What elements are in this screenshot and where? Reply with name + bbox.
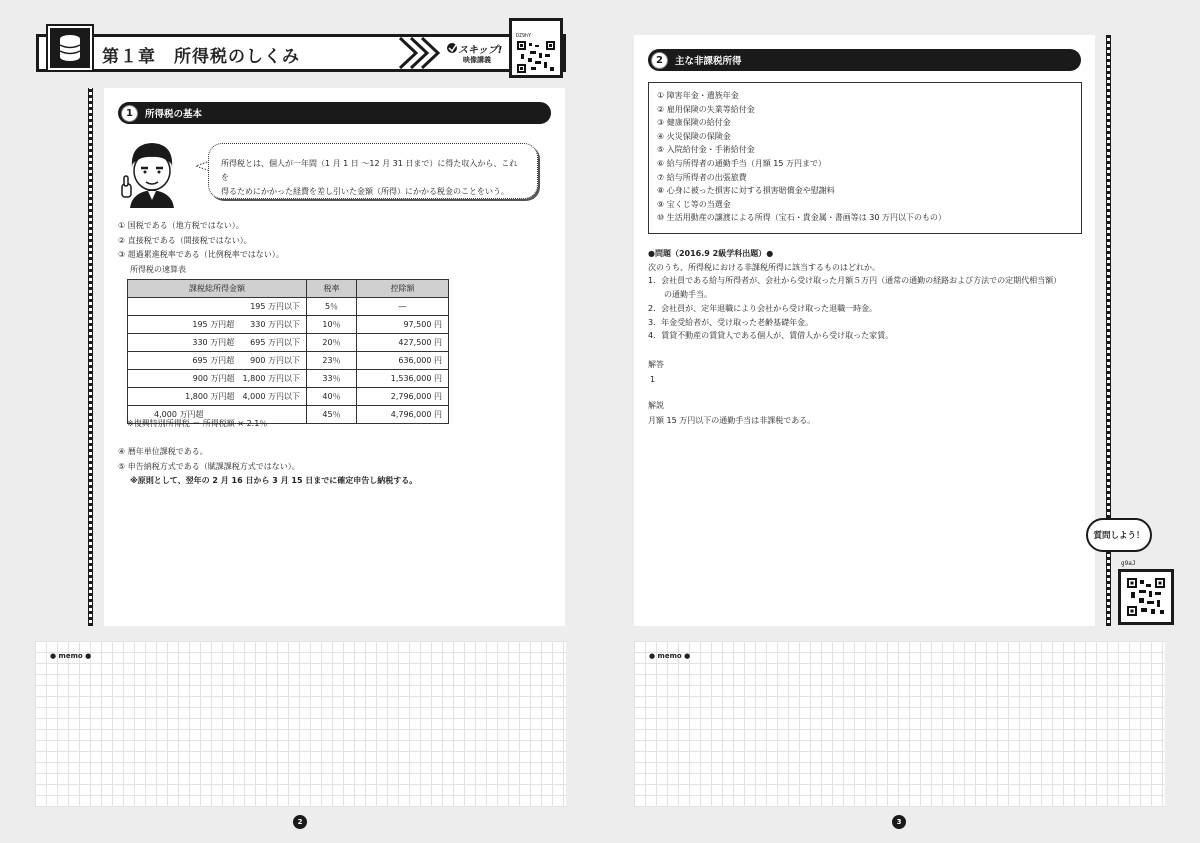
table-cell: 195 万円以下 [128,298,307,316]
list-item: ① 障害年金・遺族年金 [657,91,739,100]
section-header-basics [118,102,551,124]
table-cell: 900 万円超 1,800 万円以下 [128,370,307,388]
table-row [128,352,449,370]
list-item: ⑥ 給与所得者の通勤手当（月額 15 万円まで） [657,158,826,168]
table-header-row [128,280,449,298]
list-item: ④ 火災保険の保険金 [657,131,731,141]
teacher-illustration-icon [120,138,186,208]
table-cell: 10％ [307,316,357,334]
table-cell: 2,796,000 円 [357,388,449,406]
table-cell: 427,500 円 [357,334,449,352]
table-cell: 1,536,000 円 [357,370,449,388]
memo-label: ● memo ● [649,652,691,660]
table-row [128,388,449,406]
table-cell: 45％ [307,406,357,424]
answer-block [648,358,664,387]
list-item: ⑦ 給与所得者の出張旅費 [657,172,747,182]
points-list-b [118,445,417,489]
explanation-block [648,399,815,428]
column-header: 税率 [307,280,357,298]
table-cell: 4,000 万円超 [128,406,307,424]
question-title: ●問題（2016.9 2級学科出題）● [648,249,774,258]
chevron-right-icon [398,36,444,70]
table-cell: 695 万円超 900 万円以下 [128,352,307,370]
definition-line: 所得税とは、個人が一年間（1 月 1 日 ～12 月 31 日まで）に得た収入から、これを [221,159,518,182]
table-cell: 195 万円超 330 万円以下 [128,316,307,334]
definition-line: 得るためにかかった経費を差し引いた金額（所得）にかかる税金のことをいう。 [221,187,509,196]
skip-logo-text: スキップ! [458,45,503,56]
skip-logo-subtitle: 映像講義 [463,56,491,64]
point-item: ⑤ 申告納税方式である（賦課課税方式ではない）。 [118,461,300,471]
coin-stack-icon [48,26,92,70]
point-item: ④ 暦年単位課税である。 [118,447,208,456]
income-tax-definition-bubble [208,143,538,199]
memo-label: ● memo ● [50,652,92,660]
table-cell: 20％ [307,334,357,352]
question-qr-code[interactable] [1118,569,1174,625]
non-taxable-income-list [648,82,1082,234]
qr-pattern-icon [517,41,555,73]
list-item: ⑤ 入院給付金・手術給付金 [657,145,755,155]
point-item: ① 国税である（地方税ではない）。 [118,221,244,230]
answer-value: 1 [650,374,656,384]
table-cell: 40％ [307,388,357,406]
table-row [128,370,449,388]
point-item: ② 直接税である（間接税ではない）。 [118,235,252,245]
explanation-label: 解説 [648,401,664,410]
table-cell: 330 万円超 695 万円以下 [128,334,307,352]
point-item: ③ 超過累進税率である（比例税率ではない）。 [118,250,284,259]
column-header: 課税総所得金額 [128,280,307,298]
page-number: 2 [293,815,307,829]
filing-note: ※原則として、翌年の 2 月 16 日から 3 月 15 日までに確定申告し納税する。 [130,476,418,485]
list-item: ③ 健康保険の給付金 [657,118,731,128]
table-caption: 所得税の速算表 [130,264,186,274]
column-header: 控除額 [357,280,449,298]
table-cell: 33％ [307,370,357,388]
table-row [128,316,449,334]
tax-rate-table [127,279,449,424]
qr-code-label: g9aJ [1121,560,1136,567]
table-cell: 636,000 円 [357,352,449,370]
answer-label: 解答 [648,360,664,369]
table-cell: 4,796,000 円 [357,406,449,424]
section-header-non-taxable [648,49,1081,71]
list-item: ⑧ 心身に被った損害に対する損害賠償金や慰謝料 [657,186,835,196]
table-row [128,334,449,352]
list-item: ⑨ 宝くじ等の当選金 [657,199,731,209]
question-lead: 次のうち、所得税における非課税所得に該当するものはどれか。 [648,262,880,272]
choice-item: 1．会社員である給与所得者が、会社から受け取った月額５万円（通常の通勤の経路および方法での定期代相当額） [648,276,1062,286]
section-title: 主な非課税所得 [675,56,742,67]
section-number: 1 [121,105,138,122]
choice-item: の通勤手当。 [648,290,712,300]
table-cell: 97,500 円 [357,316,449,334]
table-row [128,298,449,316]
points-list-a [118,219,284,277]
page-border-pattern [88,88,93,626]
ask-question-bubble[interactable]: 質問しよう！ [1086,518,1152,552]
qr-code-label: DZ9hY [516,33,532,39]
exam-question [648,247,1061,343]
explanation-text: 月額 15 万円以下の通勤手当は非課税である。 [648,415,816,425]
table-cell: 23％ [307,352,357,370]
table-note: ※復興特別所得税 ＝ 所得税額 × 2.1％ [127,419,268,428]
table-cell: 5％ [307,298,357,316]
list-item: ② 雇用保険の失業等給付金 [657,104,755,114]
table-cell: 1,800 万円超 4,000 万円以下 [128,388,307,406]
video-qr-code[interactable] [509,18,563,78]
choice-item: 2．会社員が、定年退職により会社から受け取った退職一時金。 [648,303,878,313]
choice-item: 3．年金受給者が、受け取った老齢基礎年金。 [648,317,814,327]
qr-pattern-icon [1127,578,1165,616]
memo-area-right[interactable] [634,641,1165,807]
section-number: 2 [651,52,668,69]
list-item: ⑩ 生活用動産の譲渡による所得（宝石・貴金属・書画等は 30 万円以下のもの） [657,213,946,223]
table-cell: ― [357,298,449,316]
memo-area-left[interactable] [35,641,566,807]
section-title: 所得税の基本 [145,109,203,120]
chapter-title: 第１章 所得税のしくみ [102,47,300,67]
page-number: 3 [892,815,906,829]
choice-item: 4．賃貸不動産の賃貸人である個人が、賃借人から受け取った家賃。 [648,331,894,341]
